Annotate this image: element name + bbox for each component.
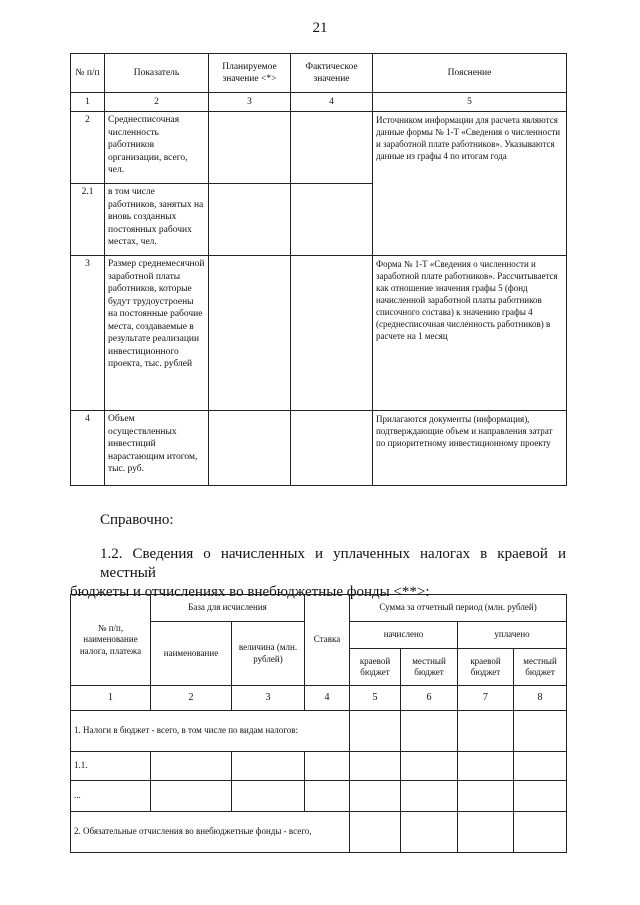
taxes-table xyxy=(70,594,567,853)
column-number: 1 xyxy=(71,686,151,711)
table1-header-row xyxy=(71,54,567,93)
header-planned: Планируемое значение <*> xyxy=(209,54,291,93)
row-planned-cell xyxy=(209,112,291,184)
header-paid-local: местный бюджет xyxy=(514,649,567,686)
indicators-table xyxy=(70,53,567,486)
table-row xyxy=(71,781,567,812)
header-base: База для исчисления xyxy=(151,595,305,622)
empty-cell xyxy=(232,752,305,781)
header-num: № п/п xyxy=(71,54,105,93)
section-heading-line2: бюджеты и отчислениях во внебюджетные фонды <**>: xyxy=(70,584,430,600)
table-row xyxy=(71,411,567,486)
empty-cell xyxy=(401,752,458,781)
page-number: 21 xyxy=(312,20,328,36)
table2-header-row-1 xyxy=(71,595,567,622)
column-number: 6 xyxy=(401,686,458,711)
row-explanation: Прилагаются документы (информация), подтверждающие объем и направления затрат по приоритетному инвестиционному проекту xyxy=(373,411,567,486)
row-actual-cell xyxy=(291,411,373,486)
header-indicator: Показатель xyxy=(105,54,209,93)
empty-cell xyxy=(350,812,401,853)
empty-cell xyxy=(350,752,401,781)
table-row xyxy=(71,112,567,184)
empty-cell xyxy=(458,752,514,781)
row-tax-1-1: 1.1. xyxy=(71,752,151,781)
header-paid: уплачено xyxy=(458,622,567,649)
empty-cell xyxy=(458,781,514,812)
column-number: 7 xyxy=(458,686,514,711)
row-number: 3 xyxy=(71,256,105,411)
empty-cell xyxy=(305,781,350,812)
empty-cell xyxy=(401,781,458,812)
table2-number-row xyxy=(71,686,567,711)
row-number: 2 xyxy=(71,112,105,184)
column-number: 1 xyxy=(71,93,105,112)
header-accrued-local: местный бюджет xyxy=(401,649,458,686)
header-base-name: наименование xyxy=(151,622,232,686)
column-number: 2 xyxy=(105,93,209,112)
empty-cell xyxy=(401,812,458,853)
row-explanation: Форма № 1-Т «Сведения о численности и заработной плате работников». Рассчитывается как отношение значения графы 5 (фонд начисленной заработной платы работников списочного состава) к значению графы 4 (среднесписочная численность работников) в расчете на 1 месяц xyxy=(373,256,567,411)
empty-cell xyxy=(350,781,401,812)
note-label: Справочно: xyxy=(100,512,174,528)
empty-cell xyxy=(401,711,458,752)
empty-cell xyxy=(514,781,567,812)
column-number: 4 xyxy=(305,686,350,711)
empty-cell xyxy=(305,752,350,781)
empty-cell xyxy=(458,711,514,752)
empty-cell xyxy=(514,711,567,752)
row-planned-cell xyxy=(209,411,291,486)
row-ellipsis: ... xyxy=(71,781,151,812)
header-actual: Фактическое значение xyxy=(291,54,373,93)
row-explanation: Источником информации для расчета являются данные формы № 1-Т «Сведения о численности и заработной плате работников». Указываются данные из графы 4 по итогам года xyxy=(373,112,567,256)
column-number: 3 xyxy=(232,686,305,711)
row-number: 2.1 xyxy=(71,184,105,256)
column-number: 4 xyxy=(291,93,373,112)
row-indicator: в том числе работников, занятых на вновь созданных постоянных рабочих местах, чел. xyxy=(105,184,209,256)
table-row xyxy=(71,711,567,752)
row-indicator: Размер среднемесячной заработной платы работников, которые будут трудоустроены на постоянные рабочие места, создаваемые в результате реализации инвестиционного проекта, тыс. рублей xyxy=(105,256,209,411)
header-base-value: величина (млн. рублей) xyxy=(232,622,305,686)
table1-number-row xyxy=(71,93,567,112)
row-planned-cell xyxy=(209,184,291,256)
row-indicator: Среднесписочная численность работников организации, всего, чел. xyxy=(105,112,209,184)
row-number: 4 xyxy=(71,411,105,486)
table-row xyxy=(71,256,567,411)
empty-cell xyxy=(151,752,232,781)
header-rate: Ставка xyxy=(305,595,350,686)
column-number: 3 xyxy=(209,93,291,112)
row-indicator: Объем осуществленных инвестиций нарастающим итогом, тыс. руб. xyxy=(105,411,209,486)
header-tax-name: № п/п, наименование налога, платежа xyxy=(71,595,151,686)
row-actual-cell xyxy=(291,256,373,411)
empty-cell xyxy=(151,781,232,812)
section-heading-line1: 1.2. Сведения о начисленных и уплаченных налогах в краевой и местный xyxy=(100,546,566,581)
empty-cell xyxy=(232,781,305,812)
header-accrued-regional: краевой бюджет xyxy=(350,649,401,686)
column-number: 5 xyxy=(373,93,567,112)
header-paid-regional: краевой бюджет xyxy=(458,649,514,686)
row-funds-total: 2. Обязательные отчисления во внебюджетные фонды - всего, xyxy=(71,812,350,853)
empty-cell xyxy=(514,752,567,781)
column-number: 5 xyxy=(350,686,401,711)
header-accrued: начислено xyxy=(350,622,458,649)
empty-cell xyxy=(458,812,514,853)
row-taxes-total: 1. Налоги в бюджет - всего, в том числе по видам налогов: xyxy=(71,711,350,752)
row-planned-cell xyxy=(209,256,291,411)
row-actual-cell xyxy=(291,112,373,184)
header-sum: Сумма за отчетный период (млн. рублей) xyxy=(350,595,567,622)
table-row xyxy=(71,752,567,781)
column-number: 2 xyxy=(151,686,232,711)
row-actual-cell xyxy=(291,184,373,256)
empty-cell xyxy=(350,711,401,752)
header-explanation: Пояснение xyxy=(373,54,567,93)
table-row xyxy=(71,812,567,853)
column-number: 8 xyxy=(514,686,567,711)
empty-cell xyxy=(514,812,567,853)
